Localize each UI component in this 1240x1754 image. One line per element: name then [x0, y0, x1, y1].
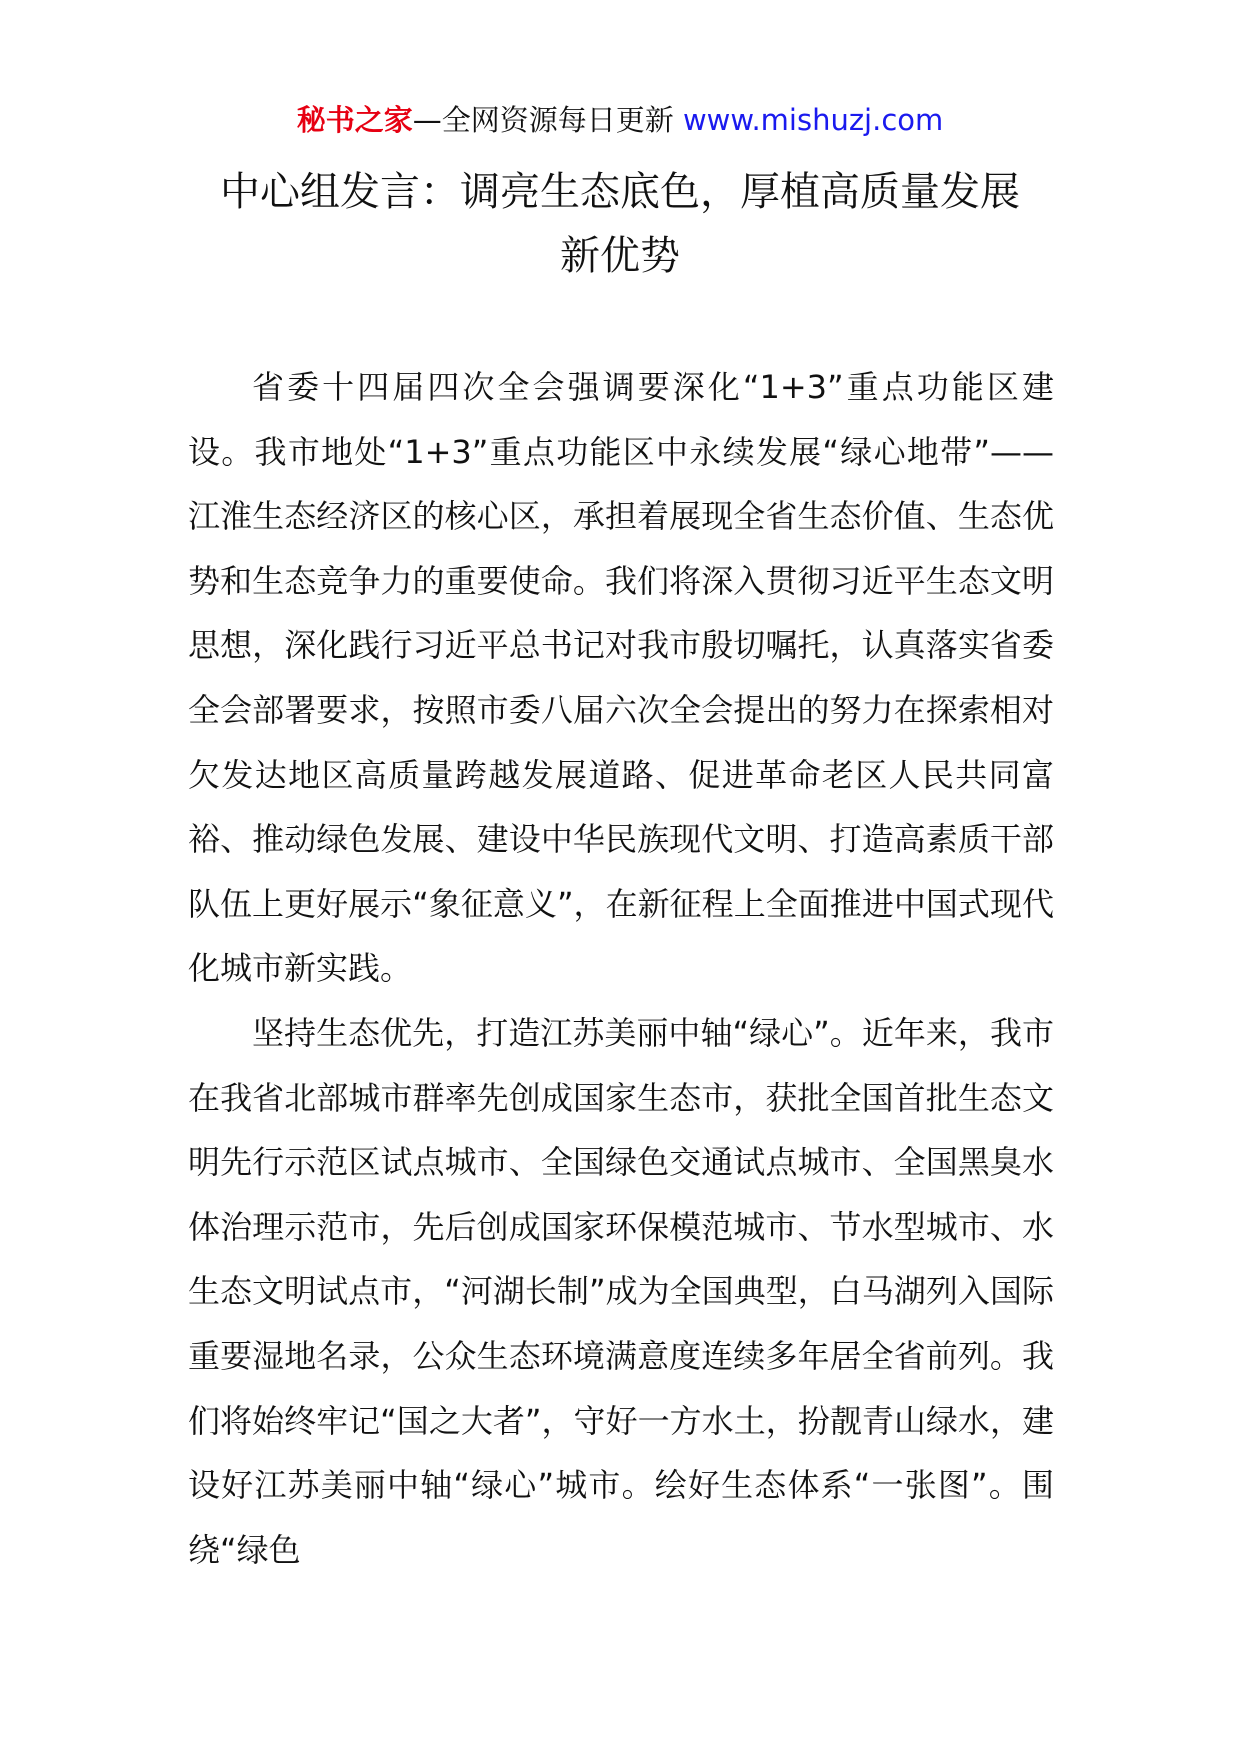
- document-title-line-1: 中心组发言：调亮生态底色，厚植高质量发展: [220, 169, 1020, 215]
- document-title-line-2: 新优势: [560, 233, 680, 279]
- site-brand: 秘书之家: [296, 103, 413, 137]
- document-body: [188, 355, 1054, 1582]
- body-paragraph-2: 坚持生态优先，打造江苏美丽中轴“绿心”。近年来，我市在我省北部城市群率先创成国家生态市，获批全国首批生态文明先行示范区试点城市、全国绿色交通试点城市、全国黑臭水体治理示范市，先后创成国家环保模范城市、节水型城市、水生态文明试点市，“河湖长制”成为全国典型，白马湖列入国际重要湿地名录，公众生态环境满意度连续多年居全省前列。我们将始终牢记“国之大者”，守好一方水土，扮靓青山绿水，建设好江苏美丽中轴“绿心”城市。绘好生态体系“一张图”。围绕“绿色: [188, 1013, 1054, 1569]
- site-header: [0, 100, 1240, 140]
- body-paragraph-1: 省委十四届四次全会强调要深化“1+3”重点功能区建设。我市地处“1+3”重点功能区中永续发展“绿心地带”——江淮生态经济区的核心区，承担着展现全省生态价值、生态优势和生态竞争力的重要使命。我们将深入贯彻习近平生态文明思想，深化践行习近平总书记对我市殷切嘱托，认真落实省委全会部署要求，按照市委八届六次全会提出的努力在探索相对欠发达地区高质量跨越发展道路、促进革命老区人民共同富裕、推动绿色发展、建设中华民族现代文明、打造高素质干部队伍上更好展示“象征意义”，在新征程上全面推进中国式现代化城市新实践。: [188, 368, 1054, 988]
- document-title: [150, 160, 1090, 288]
- site-url-link[interactable]: www.mishuzj.com: [682, 103, 944, 137]
- site-tagline: —全网资源每日更新: [412, 103, 683, 137]
